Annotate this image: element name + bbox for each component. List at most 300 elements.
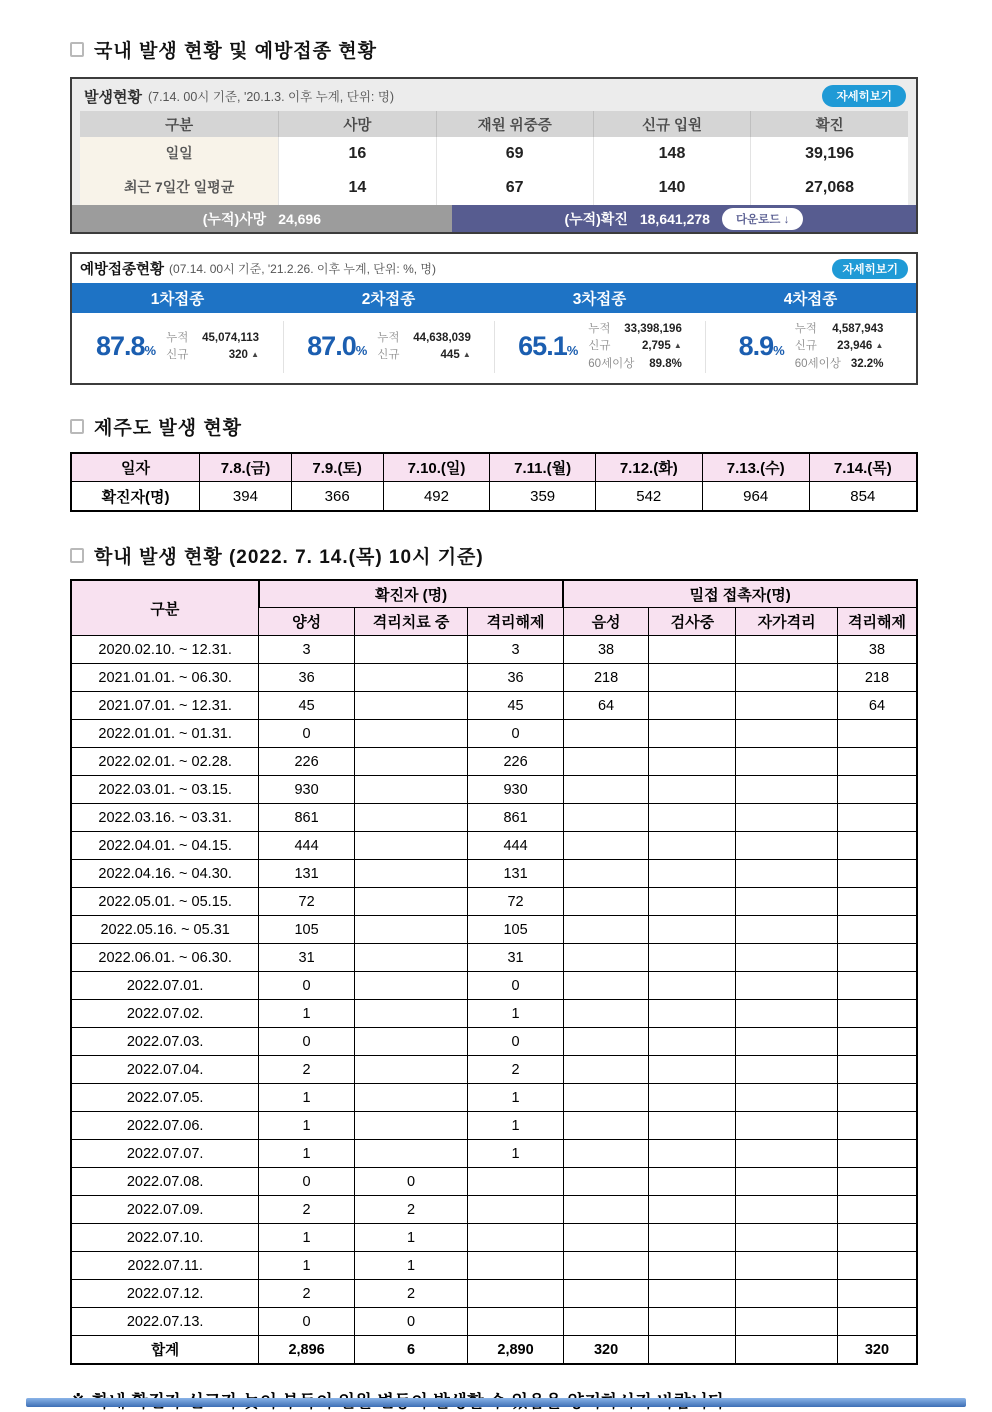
- school-period-label: 2022.04.16. ~ 04.30.: [71, 860, 259, 888]
- school-cell: 0: [259, 1308, 355, 1336]
- school-data-row: [71, 776, 917, 804]
- school-cell: [354, 1056, 467, 1084]
- dose-percent-value: 87.0: [307, 331, 356, 362]
- school-cell: [468, 1168, 564, 1196]
- school-sub-header: 검사중: [649, 608, 736, 636]
- school-cell: [837, 776, 917, 804]
- school-data-row: [71, 1000, 917, 1028]
- school-cell: [736, 888, 838, 916]
- school-cell: [649, 972, 736, 1000]
- school-cell: [837, 1252, 917, 1280]
- school-data-row: [71, 1252, 917, 1280]
- school-data-row: [71, 636, 917, 664]
- dose-detail-label: 신규: [588, 340, 611, 353]
- school-cell: [563, 776, 648, 804]
- dose-stats-cell: [494, 321, 705, 373]
- jeju-date-header: 7.12.(화): [595, 453, 702, 482]
- school-cell: [736, 692, 838, 720]
- checkbox-icon: [70, 419, 84, 434]
- school-cell: [736, 636, 838, 664]
- school-cell: 64: [563, 692, 648, 720]
- school-period-label: 2022.07.11.: [71, 1252, 259, 1280]
- school-data-row: [71, 1168, 917, 1196]
- dose-detail-label: 누적: [377, 331, 400, 344]
- school-cell: 3: [259, 636, 355, 664]
- dose-stats-cell: [283, 321, 494, 373]
- school-cell: [563, 860, 648, 888]
- vaccination-title: 예방접종현황: [80, 262, 165, 278]
- dose-band-label: 1차접종: [150, 291, 205, 308]
- jeju-date-header: 7.8.(금): [200, 453, 292, 482]
- school-cell: 0: [259, 1168, 355, 1196]
- school-cell: [736, 860, 838, 888]
- school-period-label: 2022.05.16. ~ 05.31: [71, 916, 259, 944]
- school-total-cell: 6: [354, 1336, 467, 1364]
- dose-detail-value: [851, 356, 884, 373]
- school-cell: [649, 832, 736, 860]
- dose-detail-list: [795, 321, 884, 373]
- school-cell: 1: [259, 1000, 355, 1028]
- school-cell: [736, 1196, 838, 1224]
- dose-detail-list: [166, 330, 259, 365]
- school-period-label: 2022.07.13.: [71, 1308, 259, 1336]
- jeju-cell: 542: [595, 482, 702, 511]
- school-cell: 444: [468, 832, 564, 860]
- school-cell: [468, 1196, 564, 1224]
- school-cell: [649, 1056, 736, 1084]
- dose-detail-row: [795, 338, 884, 355]
- school-cell: [563, 1056, 648, 1084]
- school-cell: [649, 1224, 736, 1252]
- jeju-date-header: 7.13.(수): [702, 453, 809, 482]
- school-period-label: 2022.07.05.: [71, 1084, 259, 1112]
- school-cell: [837, 720, 917, 748]
- school-cell: 1: [468, 1140, 564, 1168]
- section-jeju-title-text: 제주도 발생 현황: [94, 417, 243, 439]
- jeju-date-header: 7.14.(목): [809, 453, 917, 482]
- school-sub-header: 격리해제: [468, 608, 564, 636]
- school-period-label: 2022.03.16. ~ 03.31.: [71, 804, 259, 832]
- school-cell: 218: [837, 664, 917, 692]
- school-cell: [837, 1084, 917, 1112]
- school-sub-header: 양성: [259, 608, 355, 636]
- school-cell: 1: [259, 1112, 355, 1140]
- school-data-row: [71, 860, 917, 888]
- school-cell: [468, 1252, 564, 1280]
- section-domestic-title-text: 국내 발생 현황 및 예방접종 현황: [94, 41, 377, 62]
- dose-detail-label: 신규: [794, 340, 817, 353]
- school-period-label: 2021.07.01. ~ 12.31.: [71, 692, 259, 720]
- school-cell: [354, 972, 467, 1000]
- outbreak-column-header: 확진: [751, 111, 908, 137]
- jeju-data-row: [71, 482, 917, 511]
- dose-detail-label: 누적: [794, 323, 817, 335]
- school-period-label: 2022.03.01. ~ 03.15.: [71, 776, 259, 804]
- school-cell: [736, 804, 838, 832]
- school-cell: [837, 1168, 917, 1196]
- school-cell: [354, 720, 467, 748]
- school-data-row: [71, 1196, 917, 1224]
- school-cell: 1: [259, 1252, 355, 1280]
- school-cell: [837, 1112, 917, 1140]
- school-cell: [837, 888, 917, 916]
- checkbox-icon: [70, 42, 84, 57]
- school-cell: [563, 916, 648, 944]
- cumulative-confirmed-value: 18,641,278: [639, 210, 710, 227]
- school-cell: [354, 748, 467, 776]
- school-cell: [649, 636, 736, 664]
- school-cell: [563, 1140, 648, 1168]
- school-cell: 105: [259, 916, 355, 944]
- school-data-row: [71, 1112, 917, 1140]
- jeju-cell: 964: [702, 482, 809, 511]
- up-arrow-icon: ▲: [875, 341, 884, 351]
- school-cell: 131: [468, 860, 564, 888]
- dose-detail-value: [202, 330, 259, 347]
- jeju-date-header: 7.10.(일): [383, 453, 490, 482]
- dose-detail-number: 23,946: [837, 340, 873, 353]
- school-period-label: 2022.07.01.: [71, 972, 259, 1000]
- dose-detail-number: 320: [228, 348, 248, 361]
- school-sub-header: 격리치료 중: [354, 608, 467, 636]
- school-data-row: [71, 972, 917, 1000]
- school-cell: [468, 1308, 564, 1336]
- school-data-row: [71, 916, 917, 944]
- school-cell: [736, 832, 838, 860]
- school-cell: [736, 944, 838, 972]
- school-cell: [837, 832, 917, 860]
- school-cell: 36: [259, 664, 355, 692]
- dose-detail-number: 32.2%: [850, 357, 884, 370]
- school-cell: [837, 944, 917, 972]
- school-cell: [468, 1280, 564, 1308]
- school-cell: [736, 1308, 838, 1336]
- school-cell: [563, 1252, 648, 1280]
- dose-percent: [307, 331, 367, 362]
- school-data-row: [71, 1056, 917, 1084]
- dose-detail-row: [795, 321, 884, 338]
- school-cell: [649, 1308, 736, 1336]
- school-period-label: 2022.05.01. ~ 05.15.: [71, 888, 259, 916]
- dose-band-label: 2차접종: [361, 291, 416, 308]
- school-cell: [837, 972, 917, 1000]
- dose-detail-list: [377, 330, 471, 365]
- vaccination-dose-band: [72, 283, 916, 313]
- school-cell: [837, 1308, 917, 1336]
- school-cell: 72: [468, 888, 564, 916]
- school-cell: 1: [354, 1252, 467, 1280]
- school-group-header-row: [71, 580, 917, 608]
- school-period-label: 2021.01.01. ~ 06.30.: [71, 664, 259, 692]
- vaccination-stats: [72, 313, 916, 383]
- cumulative-death-label: (누적)사망: [202, 210, 267, 227]
- school-cell: [736, 664, 838, 692]
- school-cell: 2: [468, 1056, 564, 1084]
- dose-detail-row: [795, 356, 884, 373]
- section-domestic-title: [70, 36, 918, 63]
- section-school-title-text: 학내 발생 현황 (2022. 7. 14.(목) 10시 기준): [94, 546, 484, 568]
- school-sub-header: 격리해제: [837, 608, 917, 636]
- school-cell: [354, 1000, 467, 1028]
- school-cell: [354, 776, 467, 804]
- school-cell: 1: [354, 1224, 467, 1252]
- school-total-cell: [649, 1336, 736, 1364]
- vaccination-detail-button[interactable]: 자세히보기: [832, 259, 908, 279]
- school-cell: [649, 1084, 736, 1112]
- jeju-cell: 854: [809, 482, 917, 511]
- school-cell: [649, 1112, 736, 1140]
- outbreak-row-label: 최근 7일간 일평균: [80, 171, 279, 205]
- school-cell: [837, 916, 917, 944]
- dose-percent-value: 8.9: [738, 331, 774, 362]
- school-cell: [354, 692, 467, 720]
- school-cell: [837, 1000, 917, 1028]
- dose-percent-unit: %: [144, 343, 157, 359]
- school-period-label: 2022.04.01. ~ 04.15.: [71, 832, 259, 860]
- school-cell: 930: [468, 776, 564, 804]
- outbreak-cell: 39,196: [751, 137, 908, 171]
- dose-band-label: 3차접종: [572, 291, 627, 308]
- school-total-cell: 320: [837, 1336, 917, 1364]
- section-jeju-title: [70, 413, 918, 440]
- outbreak-subtitle: (7.14. 00시 기준, '20.1.3. 이후 누계, 단위: 명): [147, 90, 395, 104]
- dose-detail-row: [588, 321, 682, 338]
- school-period-label: 2022.07.02.: [71, 1000, 259, 1028]
- outbreak-table: [80, 111, 908, 205]
- outbreak-title: 발생현황: [84, 88, 142, 106]
- school-period-label: 2022.07.03.: [71, 1028, 259, 1056]
- dose-detail-label: 60세이상: [794, 357, 841, 370]
- cumulative-confirmed-label: (누적)확진: [564, 210, 628, 227]
- school-cell: [736, 1028, 838, 1056]
- cumulative-death-segment: [72, 205, 452, 232]
- outbreak-row-label: 일일: [80, 137, 279, 171]
- document-page: [70, 0, 918, 1412]
- school-cell: 38: [563, 636, 648, 664]
- school-cell: [563, 804, 648, 832]
- school-cell: 1: [259, 1224, 355, 1252]
- jeju-cell: 492: [383, 482, 490, 511]
- school-cell: [837, 804, 917, 832]
- school-cell: 1: [468, 1000, 564, 1028]
- school-period-label: 2022.07.08.: [71, 1168, 259, 1196]
- school-cell: [354, 1084, 467, 1112]
- school-period-label: 2022.07.06.: [71, 1112, 259, 1140]
- outbreak-footer: [72, 205, 916, 232]
- school-period-label: 2020.02.10. ~ 12.31.: [71, 636, 259, 664]
- school-period-label: 2022.07.04.: [71, 1056, 259, 1084]
- dose-percent: [96, 331, 156, 362]
- dose-percent: [518, 331, 578, 362]
- outbreak-header-row: [80, 111, 908, 137]
- dose-detail-number: 89.8%: [649, 357, 682, 370]
- school-data-row: [71, 1280, 917, 1308]
- school-cell: 2: [354, 1280, 467, 1308]
- school-cell: [354, 888, 467, 916]
- dose-detail-number: 4,587,943: [832, 323, 884, 335]
- dose-detail-label: 누적: [166, 331, 189, 344]
- vaccination-titlebar: [72, 254, 916, 283]
- page-bottom-border: [26, 1398, 966, 1407]
- school-period-label: 2022.07.09.: [71, 1196, 259, 1224]
- jeju-corner-header: 일자: [71, 453, 200, 482]
- school-cell: 2: [354, 1196, 467, 1224]
- dose-detail-label: 신규: [166, 348, 189, 361]
- school-cell: [563, 748, 648, 776]
- school-sub-header: 자가격리: [736, 608, 838, 636]
- school-cell: [837, 1028, 917, 1056]
- school-cell: [563, 888, 648, 916]
- school-corner-header: 구분: [71, 580, 259, 636]
- school-total-cell: [736, 1336, 838, 1364]
- checkbox-icon: [70, 548, 84, 563]
- school-cell: [837, 860, 917, 888]
- outbreak-cell: 14: [279, 171, 436, 205]
- jeju-cell: 394: [200, 482, 292, 511]
- school-period-label: 2022.07.12.: [71, 1280, 259, 1308]
- school-cell: [649, 776, 736, 804]
- school-data-row: [71, 944, 917, 972]
- dose-detail-number: 33,398,196: [624, 323, 682, 335]
- dose-detail-row: [166, 347, 259, 364]
- dose-detail-value: [624, 321, 682, 338]
- school-cell: [649, 1000, 736, 1028]
- school-cell: 1: [468, 1112, 564, 1140]
- jeju-header-row: [71, 453, 917, 482]
- school-data-row: [71, 692, 917, 720]
- download-button[interactable]: 다운로드 ↓: [722, 208, 803, 230]
- dose-percent-value: 87.8: [95, 331, 145, 362]
- dose-detail-value: [441, 347, 471, 364]
- school-cell: 45: [259, 692, 355, 720]
- dose-percent-unit: %: [566, 343, 579, 359]
- school-cell: 72: [259, 888, 355, 916]
- outbreak-data-row: [80, 171, 908, 205]
- school-cell: [736, 1252, 838, 1280]
- dose-detail-row: [166, 330, 259, 347]
- dose-detail-number: 2,795: [641, 340, 671, 353]
- outbreak-data-row: [80, 137, 908, 171]
- outbreak-detail-button[interactable]: 자세히보기: [822, 85, 906, 107]
- jeju-cell: 359: [490, 482, 595, 511]
- school-cell: 0: [259, 1028, 355, 1056]
- school-cell: 131: [259, 860, 355, 888]
- school-cell: [736, 1084, 838, 1112]
- school-data-row: [71, 832, 917, 860]
- school-cell: [563, 1196, 648, 1224]
- school-period-label: 2022.01.01. ~ 01.31.: [71, 720, 259, 748]
- school-data-row: [71, 1084, 917, 1112]
- school-cell: [649, 944, 736, 972]
- school-period-label: 2022.06.01. ~ 06.30.: [71, 944, 259, 972]
- school-cell: 0: [354, 1168, 467, 1196]
- school-cell: [736, 1000, 838, 1028]
- school-cell: 226: [468, 748, 564, 776]
- up-arrow-icon: ▲: [673, 341, 682, 351]
- school-cell: 1: [259, 1084, 355, 1112]
- school-cell: [837, 1196, 917, 1224]
- dose-detail-label: 신규: [377, 348, 400, 361]
- dose-percent-value: 65.1: [518, 331, 567, 362]
- school-data-row: [71, 804, 917, 832]
- school-cell: 31: [259, 944, 355, 972]
- school-cell: [563, 1224, 648, 1252]
- school-cell: 0: [259, 720, 355, 748]
- dose-detail-number: 44,638,039: [413, 331, 471, 344]
- school-data-row: [71, 1140, 917, 1168]
- dose-detail-number: 445: [440, 348, 460, 361]
- cumulative-confirmed-segment: [452, 205, 916, 232]
- jeju-date-header: 7.11.(월): [490, 453, 595, 482]
- dose-stats-cell: [705, 321, 916, 373]
- outbreak-cell: 69: [436, 137, 593, 171]
- school-cell: [354, 944, 467, 972]
- school-period-label: 2022.07.10.: [71, 1224, 259, 1252]
- school-cell: [736, 916, 838, 944]
- dose-detail-row: [588, 356, 682, 373]
- outbreak-cell: 67: [436, 171, 593, 205]
- school-cell: 930: [259, 776, 355, 804]
- school-cell: 226: [259, 748, 355, 776]
- school-data-row: [71, 1308, 917, 1336]
- dose-band-label: 4차접종: [783, 291, 838, 308]
- school-cell: [649, 664, 736, 692]
- vaccination-box: [70, 252, 918, 385]
- school-period-label: 2022.07.07.: [71, 1140, 259, 1168]
- school-cell: [563, 1308, 648, 1336]
- school-cell: [837, 1224, 917, 1252]
- cumulative-death-value: 24,696: [278, 210, 322, 227]
- school-cell: [354, 1140, 467, 1168]
- school-cell: 1: [468, 1084, 564, 1112]
- school-cell: 218: [563, 664, 648, 692]
- school-data-row: [71, 720, 917, 748]
- school-cell: [563, 972, 648, 1000]
- dose-detail-number: 45,074,113: [202, 331, 260, 344]
- jeju-date-header: 7.9.(토): [291, 453, 383, 482]
- school-cell: [563, 1000, 648, 1028]
- school-data-row: [71, 664, 917, 692]
- school-cell: 105: [468, 916, 564, 944]
- school-cell: [649, 1140, 736, 1168]
- school-cell: 64: [837, 692, 917, 720]
- dose-detail-row: [377, 330, 471, 347]
- school-cell: [563, 1280, 648, 1308]
- school-cell: 45: [468, 692, 564, 720]
- school-cell: [837, 1280, 917, 1308]
- school-cell: 861: [259, 804, 355, 832]
- dose-stats-cell: [72, 321, 283, 373]
- school-cell: [649, 804, 736, 832]
- school-cell: [563, 1028, 648, 1056]
- dose-detail-value: [649, 356, 682, 373]
- dose-detail-value: [413, 330, 471, 347]
- school-cell: [354, 636, 467, 664]
- dose-detail-label: 60세이상: [588, 357, 635, 370]
- up-arrow-icon: ▲: [251, 349, 260, 359]
- outbreak-column-header: 재원 위중증: [436, 111, 593, 137]
- school-cell: 2: [259, 1196, 355, 1224]
- school-cell: [354, 1112, 467, 1140]
- school-cell: 1: [259, 1140, 355, 1168]
- dose-detail-value: [832, 321, 883, 338]
- school-cell: [649, 1280, 736, 1308]
- school-cell: [468, 1224, 564, 1252]
- school-cell: 31: [468, 944, 564, 972]
- jeju-cell: 366: [291, 482, 383, 511]
- school-cell: [837, 1140, 917, 1168]
- school-cell: [736, 748, 838, 776]
